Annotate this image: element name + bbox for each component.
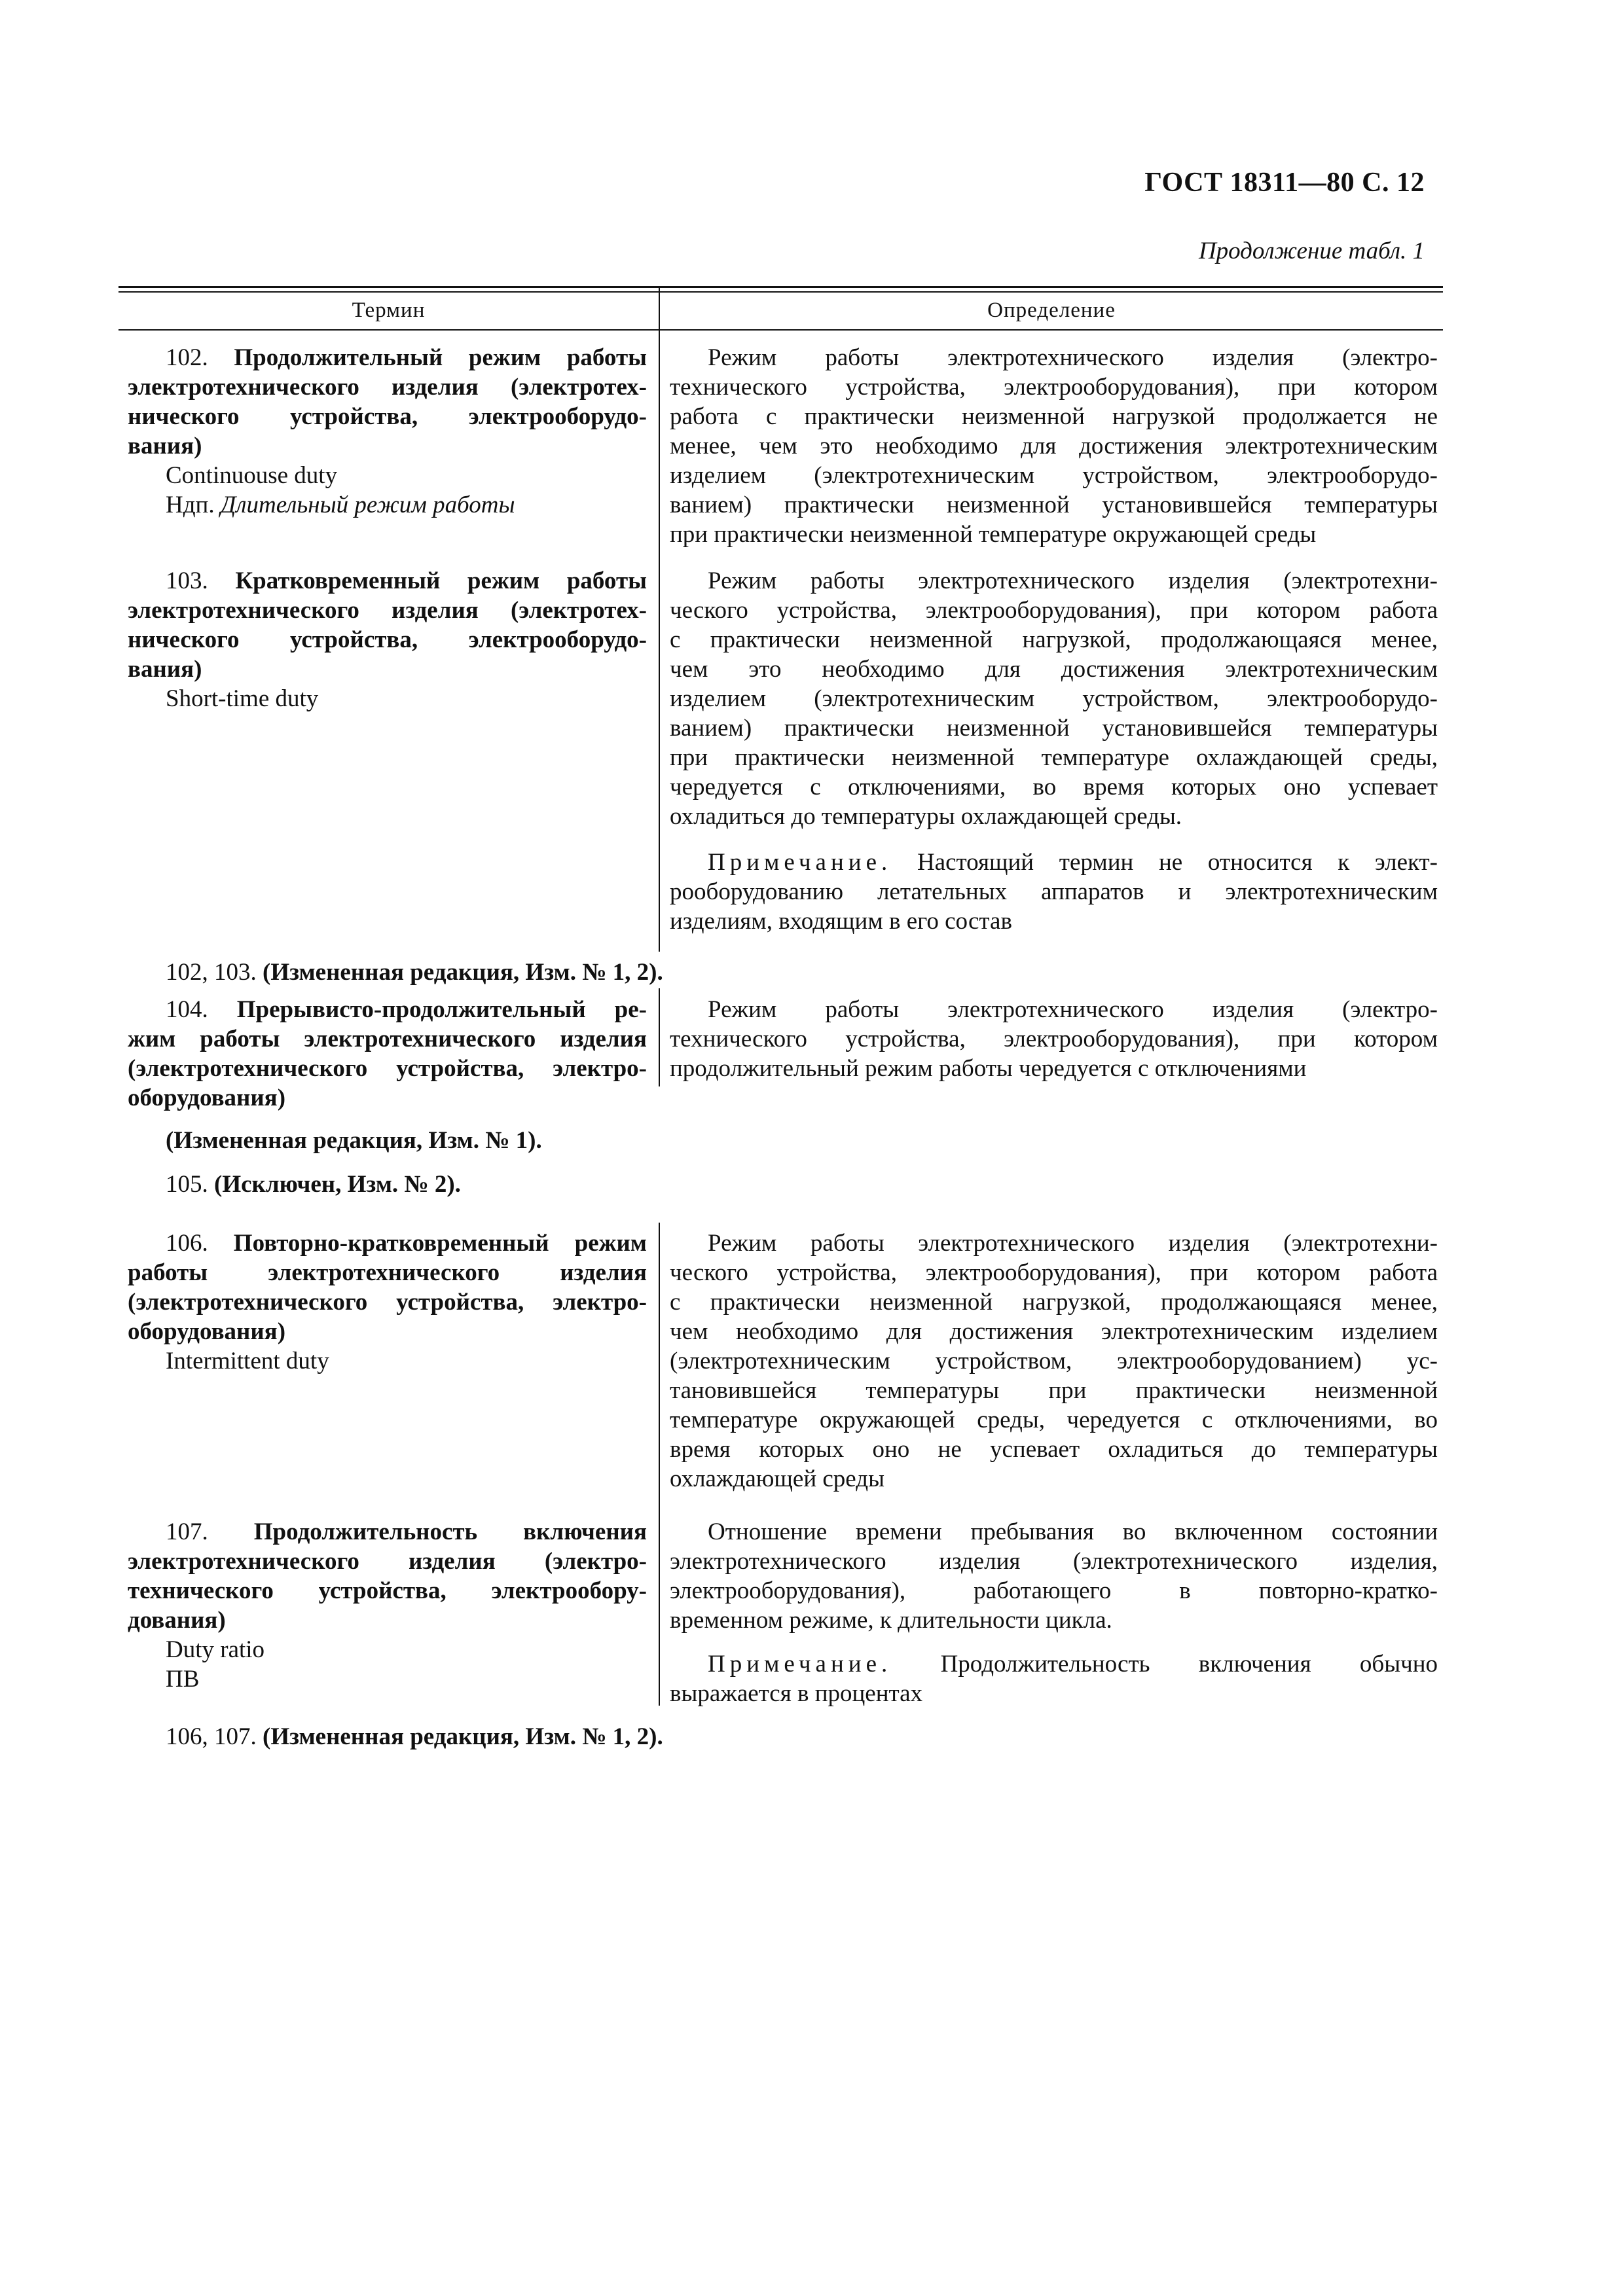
column-divider	[659, 286, 660, 952]
definition-line: Режим работы электротехнического изделия (электро-	[708, 996, 1438, 1023]
definition-line: время которых оно не успевает охладиться до температуры	[670, 1436, 1438, 1463]
term-title-line: нического устройства, электрооборудо-	[128, 626, 647, 653]
note-text: Продолжительность включения обычно	[940, 1651, 1438, 1677]
definition-line: (электротехническим устройством, электрооборудованием) ус-	[670, 1348, 1438, 1374]
term-entry-106	[128, 1229, 647, 1376]
amendment-note-102-103	[166, 958, 663, 987]
column-header-term: Термин	[352, 298, 426, 322]
note-107	[670, 1649, 1438, 1708]
definition-line: с практически неизменной нагрузкой, продолжающаяся менее,	[670, 626, 1438, 653]
english-equivalent: Intermittent duty	[166, 1348, 329, 1374]
table-continuation-label: Продолжение табл. 1	[1198, 238, 1425, 264]
definition-104	[670, 995, 1438, 1083]
definition-line: технического устройства, электрооборудования), при котором	[670, 1026, 1438, 1052]
english-equivalent: Duty ratio	[166, 1636, 265, 1663]
definition-line: менее, чем это необходимо для достижения электротехническим	[670, 433, 1438, 459]
definition-line: чередуется с отключениями, во время которых оно успевает	[670, 774, 1438, 800]
amendment-text: (Измененная редакция, Изм. № 1, 2).	[263, 959, 663, 986]
definition-line: электрооборудования), работающего в повторно-кратко-	[670, 1577, 1438, 1604]
definition-106	[670, 1229, 1438, 1494]
excluded-note: (Исключен, Изм. № 2).	[214, 1171, 461, 1198]
term-title-line: электротехнического изделия (электро-	[128, 1548, 647, 1575]
definition-107	[670, 1517, 1438, 1635]
definition-line: продолжительный режим работы чередуется с отключениями	[670, 1055, 1307, 1082]
term-title-line: жим работы электротехнического изделия	[128, 1026, 647, 1052]
definition-line: ческого устройства, электрооборудования), при котором работа	[670, 597, 1438, 624]
note-text: Настоящий термин не относится к элект-	[917, 849, 1438, 876]
column-divider	[659, 1223, 660, 1706]
definition-line: с практически неизменной нагрузкой, продолжающаяся менее,	[670, 1289, 1438, 1316]
definition-line: при практически неизменной температуре окружающей среды	[670, 521, 1317, 548]
definition-103	[670, 566, 1438, 831]
entry-number: 105.	[166, 1171, 208, 1198]
deprecated-term	[128, 490, 647, 520]
amendment-text: (Измененная редакция, Изм. № 1, 2).	[263, 1723, 663, 1750]
note-103	[670, 848, 1438, 936]
definition-line: чем это необходимо для достижения электротехническим	[670, 656, 1438, 683]
term-entry-102	[128, 343, 647, 520]
term-title-line: нического устройства, электрооборудо-	[128, 403, 647, 430]
definition-line: чем необходимо для достижения электротехническим изделием	[670, 1318, 1438, 1345]
amendment-numbers: 106, 107.	[166, 1723, 257, 1750]
entry-number: 106.	[166, 1230, 208, 1257]
note-line: рооборудованию летательных аппаратов и электротехническим	[670, 878, 1438, 905]
entry-number: 104.	[166, 996, 208, 1023]
term-title-line: электротехнического изделия (электротех-	[128, 374, 647, 401]
note-label: Примечание.	[708, 1651, 892, 1677]
term-title-line: электротехнического изделия (электротех-	[128, 597, 647, 624]
ndp-term: Длительный режим работы	[220, 492, 515, 518]
note-line: выражается в процентах	[670, 1680, 923, 1707]
definition-line: ческого устройства, электрооборудования), при котором работа	[670, 1259, 1438, 1286]
column-divider	[659, 988, 660, 1086]
table-top-rule-inner	[119, 291, 1443, 293]
definition-line: изделием (электротехническим устройством, электрооборудо-	[670, 685, 1438, 712]
definition-line: Режим работы электротехнического изделия (электро-	[708, 344, 1438, 371]
term-title-line: работы электротехнического изделия	[128, 1259, 647, 1286]
ndp-label: Ндп.	[166, 492, 215, 518]
entry-number: 102.	[166, 344, 208, 371]
term-title-line: вания)	[128, 433, 202, 459]
table-top-rule	[119, 286, 1443, 288]
entry-number: 107.	[166, 1518, 208, 1545]
term-title: Кратковременный режим работы	[235, 567, 647, 594]
note-line: изделиям, входящим в его состав	[670, 908, 1012, 935]
definition-line: работа с практически неизменной нагрузкой продолжается не	[670, 403, 1438, 430]
definition-line: электротехнического изделия (электротехнического изделия,	[670, 1548, 1438, 1575]
amendment-numbers: 102, 103.	[166, 959, 257, 986]
term-entry-103	[128, 566, 647, 713]
standard-page-header: ГОСТ 18311—80 С. 12	[1144, 168, 1425, 198]
definition-line: технического устройства, электрооборудования), при котором	[670, 374, 1438, 401]
abbreviation: ПВ	[166, 1666, 200, 1693]
definition-line: изделием (электротехническим устройством, электрооборудо-	[670, 462, 1438, 489]
term-entry-107	[128, 1517, 647, 1694]
term-title-line: дования)	[128, 1607, 226, 1634]
entry-number: 103.	[166, 567, 208, 594]
term-title-line: оборудования)	[128, 1085, 286, 1111]
term-title: Продолжительность включения	[253, 1518, 647, 1545]
english-equivalent: Continuouse duty	[166, 462, 338, 489]
definition-line: охладиться до температуры охлаждающей среды.	[670, 803, 1182, 830]
definition-line: Режим работы электротехнического изделия (электротехни-	[708, 567, 1438, 594]
definition-line: временном режиме, к длительности цикла.	[670, 1607, 1112, 1634]
term-title: Прерывисто-продолжительный ре-	[236, 996, 647, 1023]
amendment-note-104: (Измененная редакция, Изм. № 1).	[166, 1127, 542, 1154]
term-title-line: (электротехнического устройства, электро-	[128, 1055, 647, 1082]
term-title-line: технического устройства, электрообору-	[128, 1577, 647, 1604]
column-header-definition: Определение	[987, 298, 1116, 322]
term-title-line: (электротехнического устройства, электро-	[128, 1289, 647, 1316]
term-entry-104	[128, 995, 647, 1113]
term-title: Продолжительный режим работы	[234, 344, 647, 371]
definition-line: охлаждающей среды	[670, 1465, 884, 1492]
note-label: Примечание.	[708, 849, 892, 876]
definition-line: Отношение времени пребывания во включенном состоянии	[708, 1518, 1438, 1545]
term-title: Повторно-кратковременный режим	[233, 1230, 647, 1257]
definition-102	[670, 343, 1438, 549]
english-equivalent: Short-time duty	[166, 685, 319, 712]
definition-line: ванием) практически неизменной установившейся температуры	[670, 492, 1438, 518]
table-header-rule	[119, 329, 1443, 331]
definition-line: тановившейся температуры при практически неизменной	[670, 1377, 1438, 1404]
definition-line: ванием) практически неизменной установившейся температуры	[670, 715, 1438, 742]
definition-line: температуре окружающей среды, чередуется с отключениями, во	[670, 1407, 1438, 1433]
amendment-note-106-107	[166, 1722, 663, 1751]
term-title-line: вания)	[128, 656, 202, 683]
term-title-line: оборудования)	[128, 1318, 286, 1345]
definition-line: при практически неизменной температуре охлаждающей среды,	[670, 744, 1438, 771]
definition-line: Режим работы электротехнического изделия (электротехни-	[708, 1230, 1438, 1257]
term-entry-105	[166, 1170, 461, 1199]
